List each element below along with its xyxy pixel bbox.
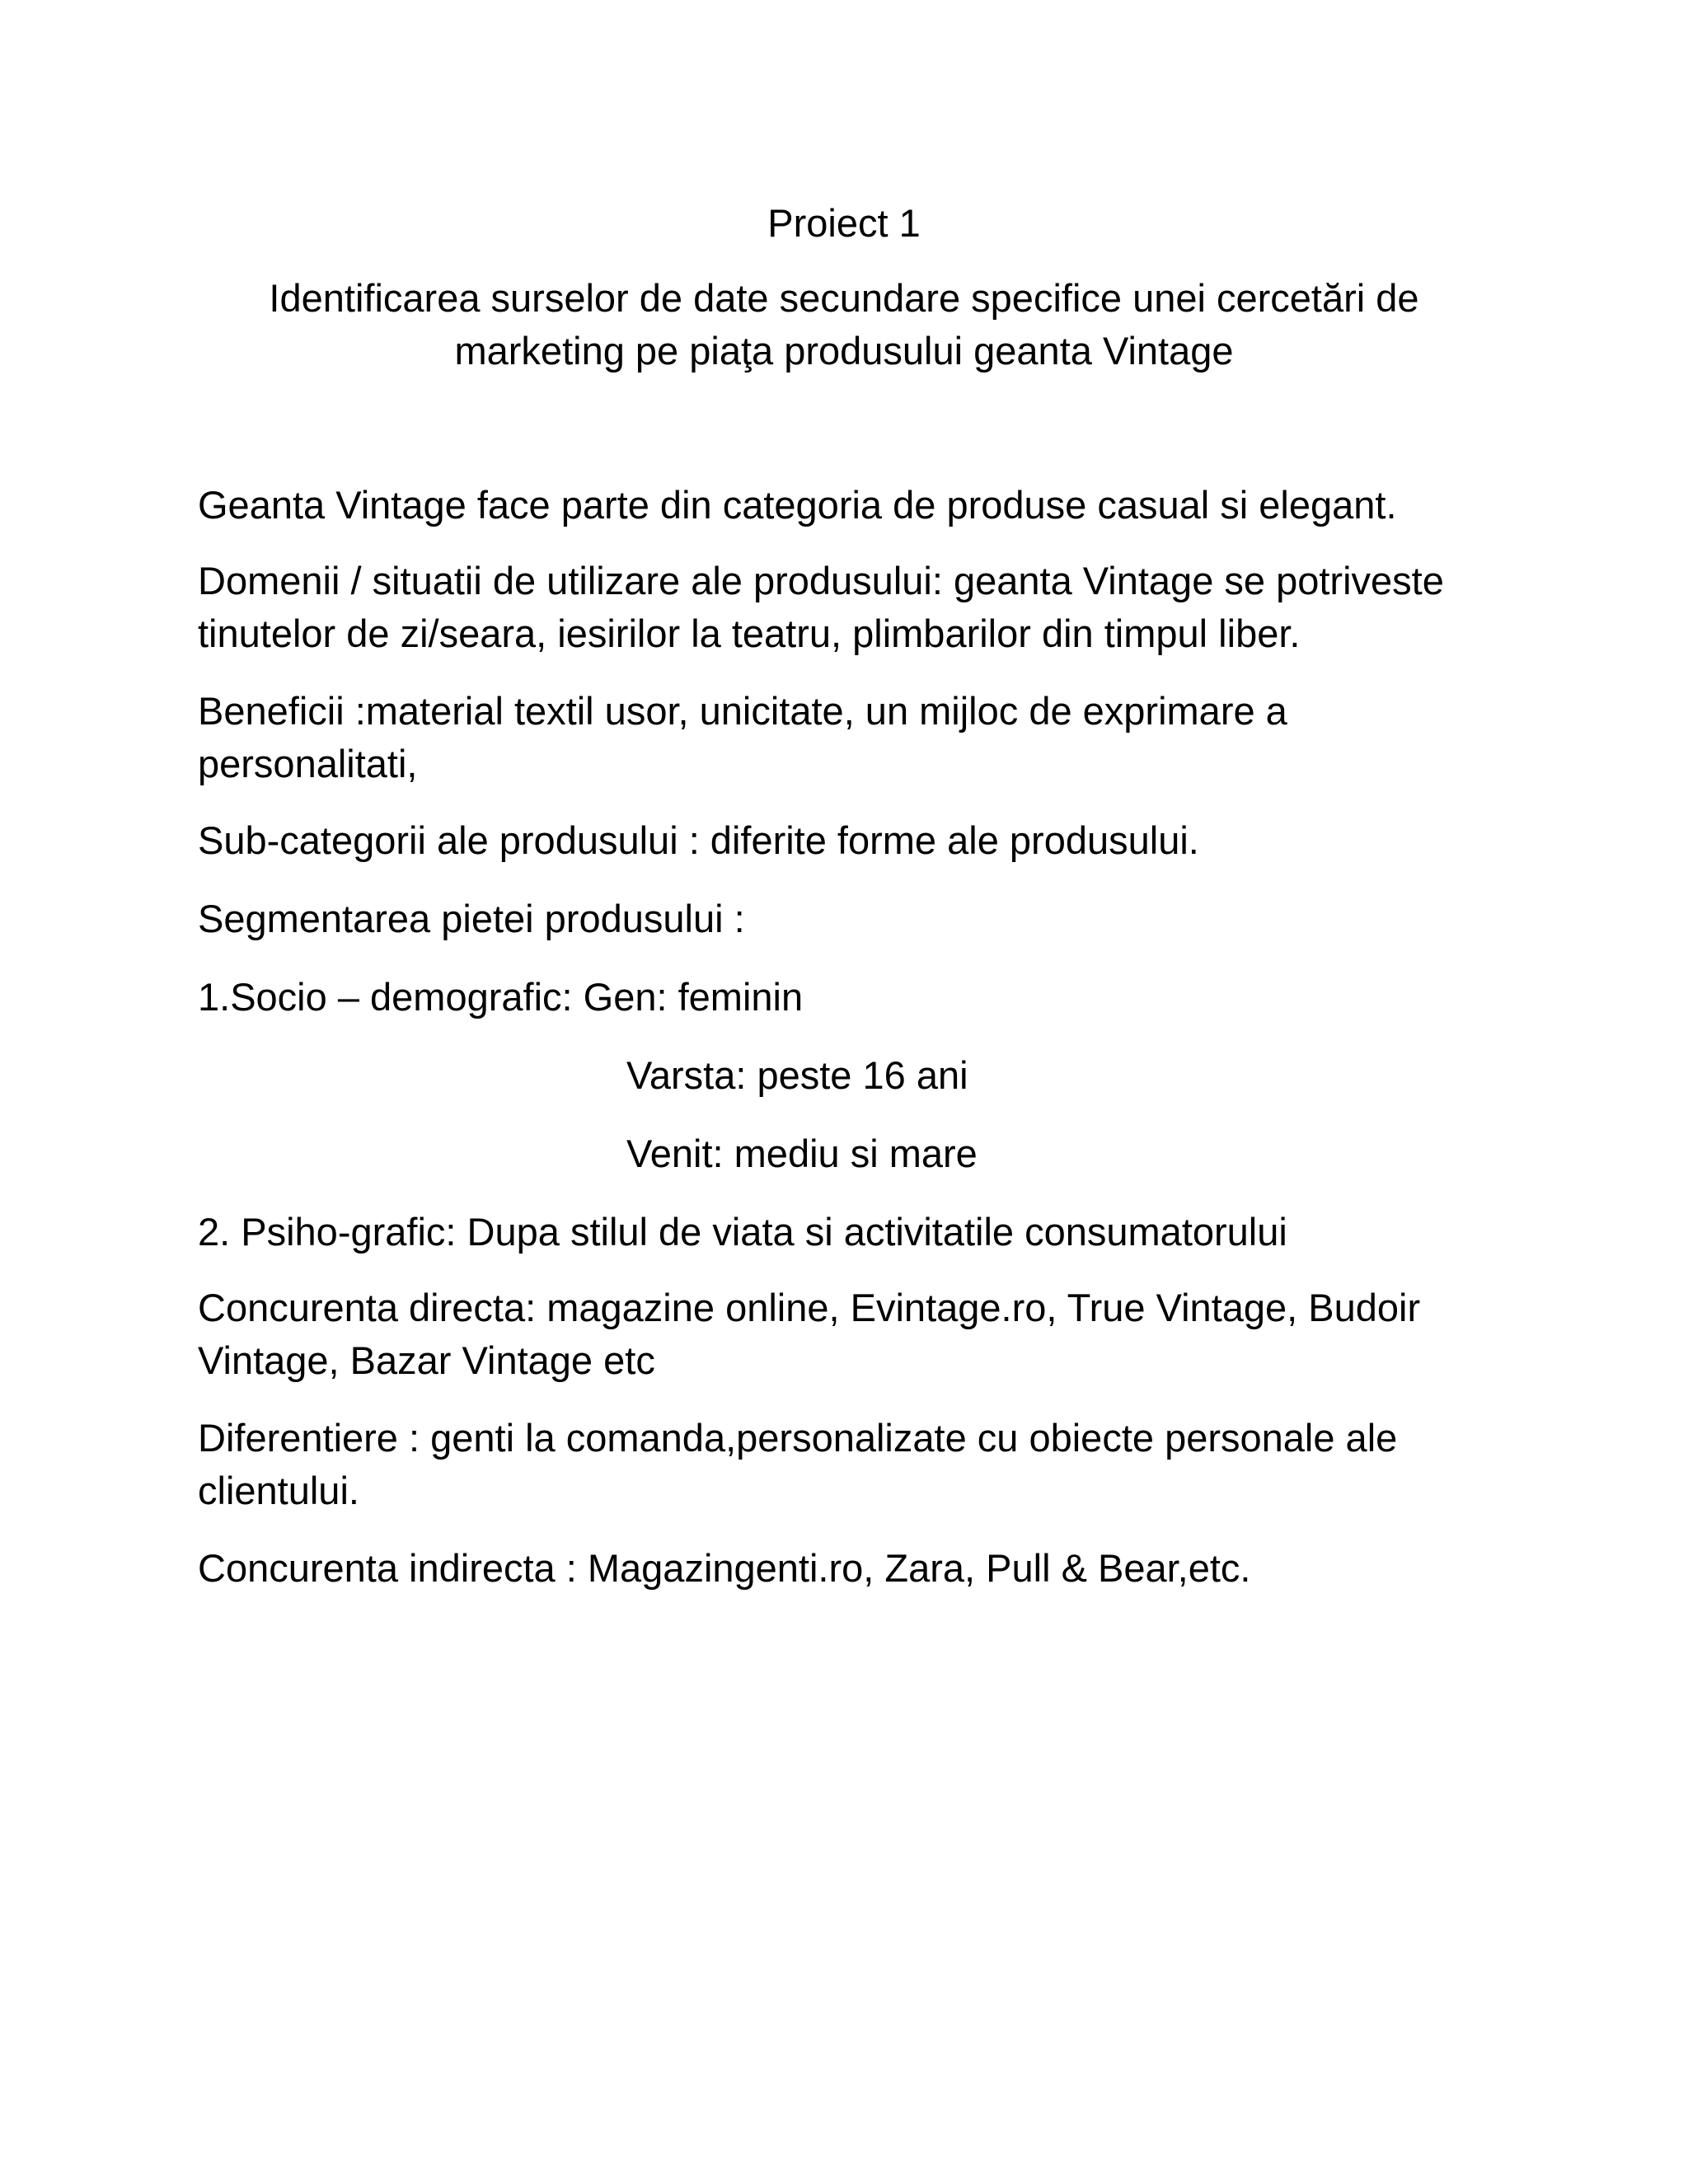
paragraph-benefits-line-1: Beneficii :material textil usor, unicitate, un mijloc de exprimare a bbox=[198, 689, 1287, 733]
paragraph-socio-demographic bbox=[198, 971, 1533, 1024]
paragraph-segmentation-text: Segmentarea pietei produsului : bbox=[198, 897, 745, 940]
paragraph-usage bbox=[198, 555, 1533, 660]
paragraph-category bbox=[198, 479, 1533, 532]
paragraph-direct-competition-line-2: Vintage, Bazar Vintage etc bbox=[198, 1338, 655, 1382]
paragraph-benefits-line-2: personalitati, bbox=[198, 742, 418, 785]
paragraph-direct-competition bbox=[198, 1282, 1533, 1387]
subtitle-line-1: Identificarea surselor de date secundare specifice unei cercetări de bbox=[269, 276, 1419, 320]
paragraph-psychographic-text: 2. Psiho-grafic: Dupa stilul de viata si activitatile consumatorului bbox=[198, 1210, 1287, 1254]
paragraph-indirect-competition-text: Concurenta indirecta : Magazingenti.ro, Zara, Pull & Bear,etc. bbox=[198, 1546, 1251, 1590]
paragraph-benefits bbox=[198, 685, 1533, 790]
paragraph-indirect-competition bbox=[198, 1542, 1533, 1595]
paragraph-differentiation-line-1: Diferentiere : genti la comanda,personalizate cu obiecte personale ale bbox=[198, 1416, 1398, 1460]
paragraph-segmentation bbox=[198, 893, 1533, 945]
paragraph-socio-demographic-text: 1.Socio – demografic: Gen: feminin bbox=[198, 975, 804, 1019]
paragraph-differentiation-line-2: clientului. bbox=[198, 1469, 359, 1512]
paragraph-differentiation bbox=[198, 1412, 1533, 1517]
segment-income: Venit: mediu si mare bbox=[626, 1132, 978, 1175]
paragraph-usage-line-1: Domenii / situatii de utilizare ale produsului: geanta Vintage se potriveste bbox=[198, 559, 1444, 602]
paragraph-direct-competition-line-1: Concurenta directa: magazine online, Evintage.ro, True Vintage, Budoir bbox=[198, 1286, 1421, 1329]
document-title: Proiect 1 bbox=[767, 201, 921, 245]
segment-age: Varsta: peste 16 ani bbox=[626, 1053, 968, 1097]
subtitle-line-2: marketing pe piaţa produsului geanta Vintage bbox=[454, 329, 1234, 373]
paragraph-psychographic bbox=[198, 1206, 1533, 1258]
paragraph-subcategories bbox=[198, 814, 1533, 867]
paragraph-subcategories-text: Sub-categorii ale produsului : diferite forme ale produsului. bbox=[198, 818, 1199, 862]
paragraph-usage-line-2: tinutelor de zi/seara, iesirilor la teatru, plimbarilor din timpul liber. bbox=[198, 612, 1301, 655]
paragraph-category-text: Geanta Vintage face parte din categoria de produse casual si elegant. bbox=[198, 483, 1397, 527]
document-subtitle bbox=[231, 272, 1457, 377]
